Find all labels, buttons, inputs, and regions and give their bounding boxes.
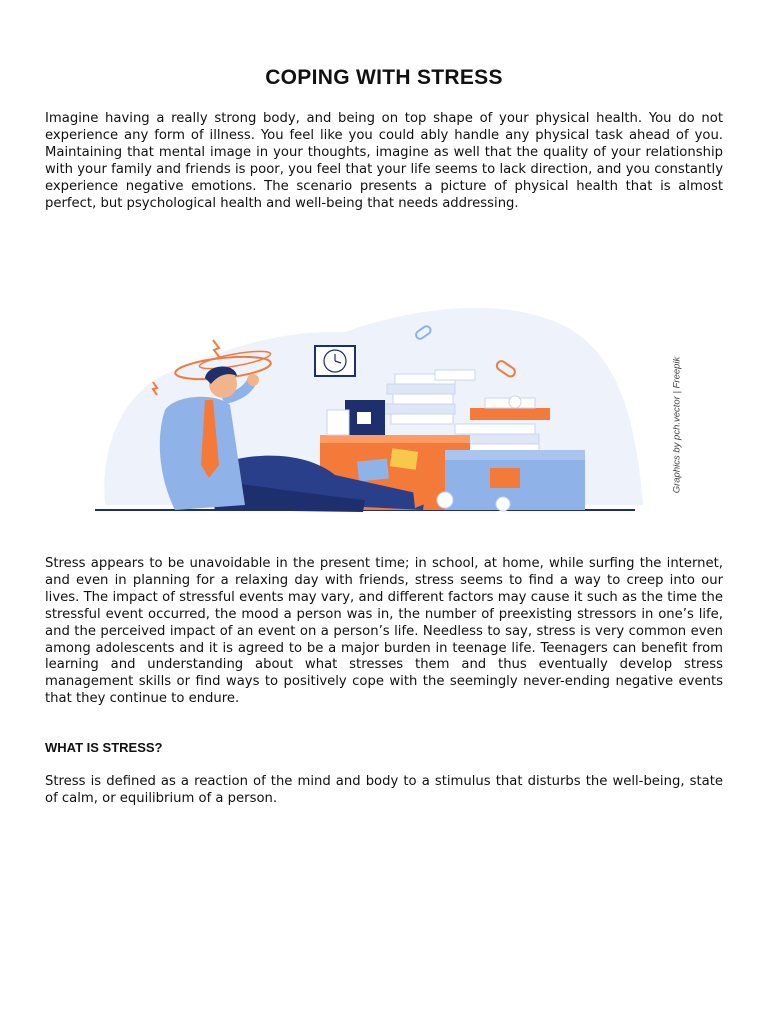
clock-icon xyxy=(315,346,355,376)
document-box-icon xyxy=(445,450,585,510)
body-paragraph: Stress appears to be unavoidable in the present time; in school, at home, while surfing the internet, and even in planning for a relaxing day with friends, stress seems to find a way to creep into our lives. The impact of stressful events may vary, and different factors may cause it such as the time the stressful event occurred, the mood a person was in, the number of preexisting stressors in one’s life, and the perceived impact of an event on a person’s life. Needless to say, stress is very common even among adolescents and it is agreed to be a major burden in teenage life. Teenagers can benefit from learning and understanding about what stresses them and thus eventually develop stress management skills or find ways to positively cope with the seemingly never-ending negative events that they continue to endure. xyxy=(45,556,723,707)
section-heading: WHAT IS STRESS? xyxy=(45,740,163,755)
intro-paragraph: Imagine having a really strong body, and being on top shape of your physical health. You do not experience any form of illness. You feel like you could ably handle any physical task ahead of you. Maintaining that mental image in your thoughts, imagine as well that the quality of your relationship with your family and friends is poor, you feel that your life seems to lack direction, and you constantly experience negative emotions. The scenario presents a picture of physical health that is almost perfect, but psychological health and well-being that needs addressing. xyxy=(45,111,723,211)
stress-illustration xyxy=(95,300,655,520)
image-credit: Graphics by pch.vector | Freepik xyxy=(671,356,683,494)
document-title: COPING WITH STRESS xyxy=(265,66,503,89)
definition-paragraph: Stress is defined as a reaction of the mind and body to a stimulus that disturbs the well-being, state of calm, or equilibrium of a person. xyxy=(45,774,723,806)
